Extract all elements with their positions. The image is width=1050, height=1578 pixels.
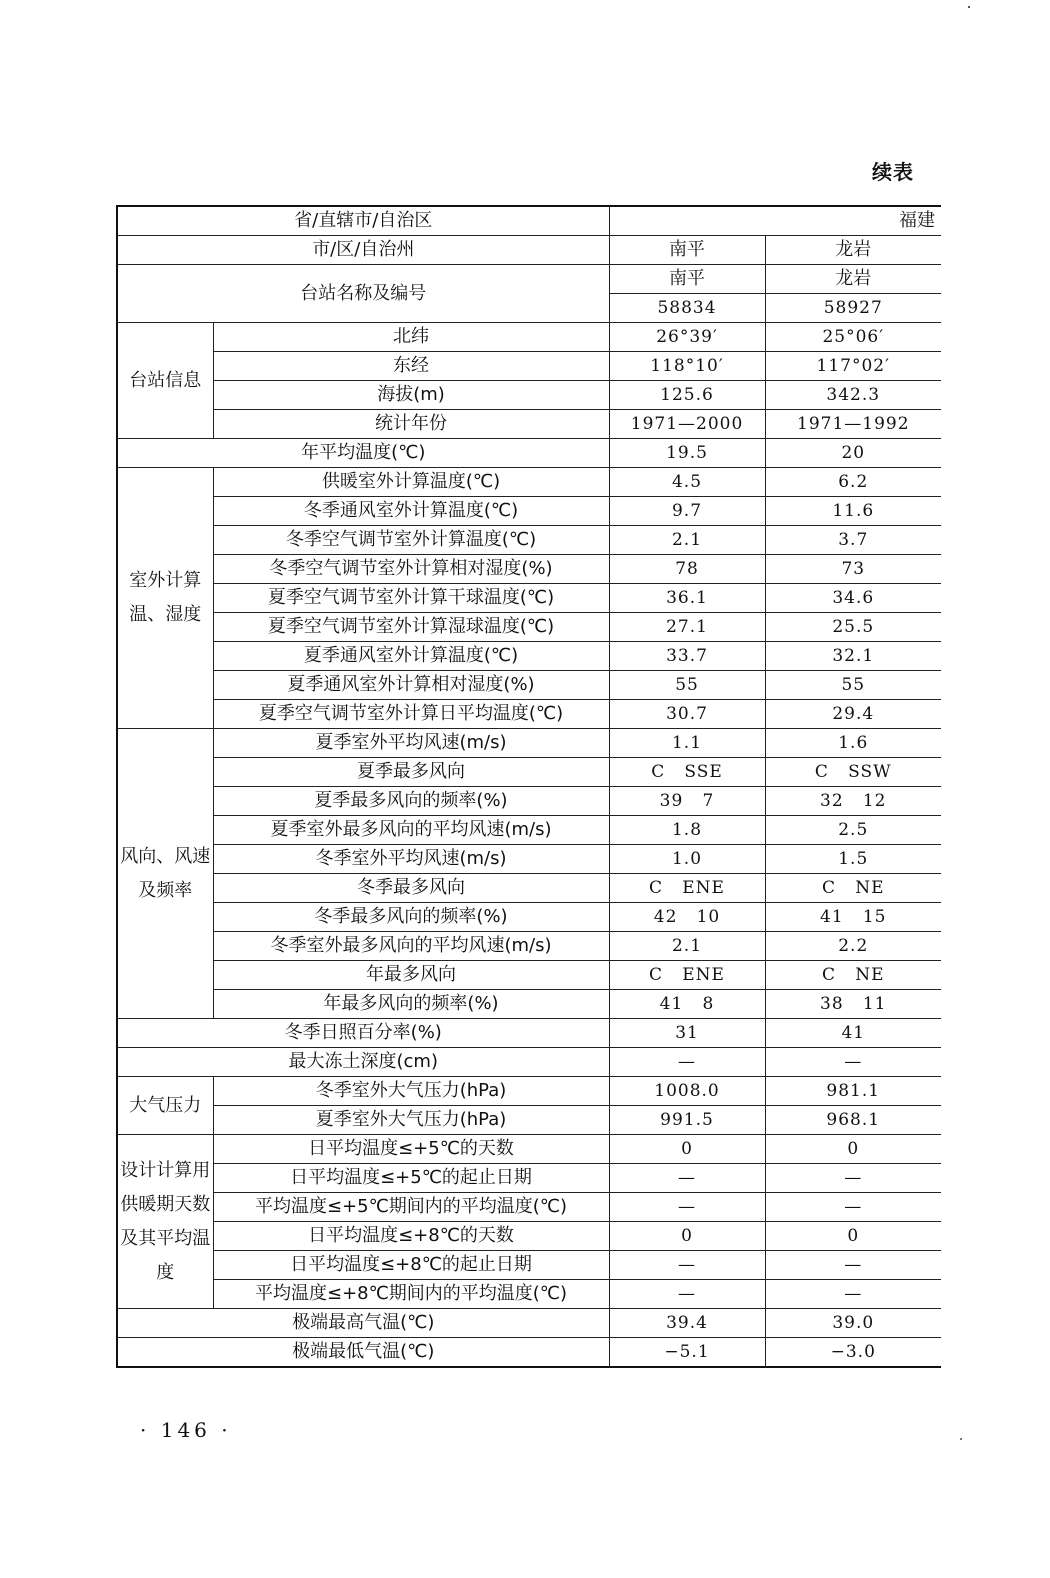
table-row <box>117 1338 941 1368</box>
row-label: 海拔(m) <box>213 381 609 410</box>
table-row <box>117 1106 941 1135</box>
row-value: 55 <box>765 671 941 700</box>
table-row <box>117 1193 941 1222</box>
scan-speck <box>968 6 970 8</box>
row-label: 极端最低气温(℃) <box>117 1338 609 1368</box>
row-value: 39.0 <box>765 1309 941 1338</box>
table-row <box>117 323 941 352</box>
row-value: 2.1 <box>609 932 765 961</box>
table-row <box>117 845 941 874</box>
row-value: 11.6 <box>765 497 941 526</box>
table-row <box>117 613 941 642</box>
table-row <box>117 758 941 787</box>
station-id: 58834 <box>609 294 765 323</box>
table-row <box>117 729 941 758</box>
table-row <box>117 1019 941 1048</box>
row-value: 20 <box>765 439 941 468</box>
table-row <box>117 410 941 439</box>
row-value: 125.6 <box>609 381 765 410</box>
table-row <box>117 961 941 990</box>
city-value: 龙岩 <box>765 236 941 265</box>
table-row <box>117 1222 941 1251</box>
row-value: — <box>765 1048 941 1077</box>
table-row <box>117 555 941 584</box>
row-value: 0 <box>609 1135 765 1164</box>
row-label: 冬季室外平均风速(m/s) <box>213 845 609 874</box>
row-value: 1.5 <box>765 845 941 874</box>
climate-data-table-wrapper <box>116 205 940 1368</box>
table-row <box>117 352 941 381</box>
row-value: 41 8 <box>609 990 765 1019</box>
group-pressure: 大气压力 <box>117 1077 213 1135</box>
group-station-info: 台站信息 <box>117 323 213 439</box>
row-value: 0 <box>765 1135 941 1164</box>
row-value: 29.4 <box>765 700 941 729</box>
row-value: — <box>609 1164 765 1193</box>
row-value: C ENE <box>609 961 765 990</box>
station-label: 台站名称及编号 <box>117 265 609 323</box>
row-value: 33.7 <box>609 642 765 671</box>
station-name: 龙岩 <box>765 265 941 294</box>
table-row <box>117 816 941 845</box>
page-number: · 146 · <box>140 1418 232 1442</box>
row-label: 日平均温度≤+5℃的起止日期 <box>213 1164 609 1193</box>
table-row <box>117 1077 941 1106</box>
row-value: 1971—1992 <box>765 410 941 439</box>
row-label: 冬季室外大气压力(hPa) <box>213 1077 609 1106</box>
row-value: 25.5 <box>765 613 941 642</box>
table-row <box>117 526 941 555</box>
row-value: 19.5 <box>609 439 765 468</box>
table-row <box>117 1135 941 1164</box>
row-value: 27.1 <box>609 613 765 642</box>
row-value: 31 <box>609 1019 765 1048</box>
city-label: 市/区/自治州 <box>117 236 609 265</box>
row-value: 26°39′ <box>609 323 765 352</box>
table-row <box>117 932 941 961</box>
table-row <box>117 381 941 410</box>
row-value: — <box>609 1251 765 1280</box>
table-row <box>117 874 941 903</box>
table-row <box>117 1280 941 1309</box>
table-row <box>117 1164 941 1193</box>
row-label: 日平均温度≤+5℃的天数 <box>213 1135 609 1164</box>
table-row <box>117 497 941 526</box>
row-label: 冬季空气调节室外计算温度(℃) <box>213 526 609 555</box>
row-value: 55 <box>609 671 765 700</box>
table-row <box>117 990 941 1019</box>
row-value: 981.1 <box>765 1077 941 1106</box>
row-value: — <box>765 1251 941 1280</box>
row-value: 42 10 <box>609 903 765 932</box>
row-value: −3.0 <box>765 1338 941 1368</box>
row-label: 平均温度≤+8℃期间内的平均温度(℃) <box>213 1280 609 1309</box>
row-value: 1.1 <box>609 729 765 758</box>
group-wind: 风向、风速及频率 <box>117 729 213 1019</box>
row-label: 平均温度≤+5℃期间内的平均温度(℃) <box>213 1193 609 1222</box>
row-value: — <box>609 1048 765 1077</box>
row-label: 夏季最多风向 <box>213 758 609 787</box>
row-value: 3.7 <box>765 526 941 555</box>
row-label: 极端最高气温(℃) <box>117 1309 609 1338</box>
row-value: 25°06′ <box>765 323 941 352</box>
table-row <box>117 1251 941 1280</box>
scan-speck <box>960 1438 962 1440</box>
row-value: — <box>609 1193 765 1222</box>
row-value: 30.7 <box>609 700 765 729</box>
row-value: 0 <box>765 1222 941 1251</box>
row-value: 117°02′ <box>765 352 941 381</box>
row-label: 夏季室外最多风向的平均风速(m/s) <box>213 816 609 845</box>
row-value: 36.1 <box>609 584 765 613</box>
table-row <box>117 1048 941 1077</box>
row-label: 年最多风向 <box>213 961 609 990</box>
row-value: −5.1 <box>609 1338 765 1368</box>
row-value: 6.2 <box>765 468 941 497</box>
row-value: 32 12 <box>765 787 941 816</box>
row-value: — <box>765 1280 941 1309</box>
city-row <box>117 236 941 265</box>
row-value: C NE <box>765 961 941 990</box>
province-value: 福建 <box>609 206 941 236</box>
row-value: 32.1 <box>765 642 941 671</box>
row-label: 冬季室外最多风向的平均风速(m/s) <box>213 932 609 961</box>
row-label: 夏季通风室外计算温度(℃) <box>213 642 609 671</box>
station-name-row <box>117 265 941 294</box>
row-value: C SSE <box>609 758 765 787</box>
row-value: 1971—2000 <box>609 410 765 439</box>
row-value: C NE <box>765 874 941 903</box>
row-label: 年最多风向的频率(%) <box>213 990 609 1019</box>
row-value: C SSW <box>765 758 941 787</box>
row-label: 夏季空气调节室外计算湿球温度(℃) <box>213 613 609 642</box>
row-label: 供暖室外计算温度(℃) <box>213 468 609 497</box>
row-value: 1.8 <box>609 816 765 845</box>
station-name: 南平 <box>609 265 765 294</box>
row-value: 968.1 <box>765 1106 941 1135</box>
row-value: 342.3 <box>765 381 941 410</box>
row-label: 夏季通风室外计算相对湿度(%) <box>213 671 609 700</box>
row-value: 41 15 <box>765 903 941 932</box>
city-value: 南平 <box>609 236 765 265</box>
row-label: 夏季空气调节室外计算日平均温度(℃) <box>213 700 609 729</box>
row-value: 118°10′ <box>609 352 765 381</box>
row-value: 4.5 <box>609 468 765 497</box>
row-label: 冬季最多风向的频率(%) <box>213 903 609 932</box>
group-heating: 设计计算用供暖期天数及其平均温度 <box>117 1135 213 1309</box>
row-value: 78 <box>609 555 765 584</box>
row-label: 日平均温度≤+8℃的天数 <box>213 1222 609 1251</box>
table-row <box>117 903 941 932</box>
table-row <box>117 671 941 700</box>
table-row <box>117 584 941 613</box>
row-label: 北纬 <box>213 323 609 352</box>
row-value: 39.4 <box>609 1309 765 1338</box>
row-label: 冬季通风室外计算温度(℃) <box>213 497 609 526</box>
row-value: — <box>765 1193 941 1222</box>
row-value: 2.2 <box>765 932 941 961</box>
row-label: 东经 <box>213 352 609 381</box>
table-row <box>117 700 941 729</box>
row-label: 夏季空气调节室外计算干球温度(℃) <box>213 584 609 613</box>
row-value: 73 <box>765 555 941 584</box>
table-row <box>117 468 941 497</box>
row-value: 41 <box>765 1019 941 1048</box>
row-value: 1008.0 <box>609 1077 765 1106</box>
table-row <box>117 439 941 468</box>
continued-table-label: 续表 <box>872 160 914 184</box>
row-label: 冬季日照百分率(%) <box>117 1019 609 1048</box>
row-value: C ENE <box>609 874 765 903</box>
row-value: — <box>609 1280 765 1309</box>
province-label: 省/直辖市/自治区 <box>117 206 609 236</box>
row-value: 0 <box>609 1222 765 1251</box>
climate-data-table <box>116 205 941 1368</box>
row-value: 2.5 <box>765 816 941 845</box>
row-label: 冬季空气调节室外计算相对湿度(%) <box>213 555 609 584</box>
row-label: 夏季室外大气压力(hPa) <box>213 1106 609 1135</box>
row-value: 2.1 <box>609 526 765 555</box>
row-label: 夏季室外平均风速(m/s) <box>213 729 609 758</box>
province-row <box>117 206 941 236</box>
row-value: 39 7 <box>609 787 765 816</box>
row-label: 日平均温度≤+8℃的起止日期 <box>213 1251 609 1280</box>
station-id: 58927 <box>765 294 941 323</box>
row-label: 统计年份 <box>213 410 609 439</box>
row-value: 38 11 <box>765 990 941 1019</box>
row-value: — <box>765 1164 941 1193</box>
row-value: 991.5 <box>609 1106 765 1135</box>
table-row <box>117 1309 941 1338</box>
table-row <box>117 642 941 671</box>
row-value: 9.7 <box>609 497 765 526</box>
row-label: 冬季最多风向 <box>213 874 609 903</box>
group-outdoor-design: 室外计算温、湿度 <box>117 468 213 729</box>
row-label: 夏季最多风向的频率(%) <box>213 787 609 816</box>
row-value: 1.6 <box>765 729 941 758</box>
row-value: 34.6 <box>765 584 941 613</box>
row-label: 最大冻土深度(cm) <box>117 1048 609 1077</box>
row-value: 1.0 <box>609 845 765 874</box>
row-label: 年平均温度(℃) <box>117 439 609 468</box>
table-row <box>117 787 941 816</box>
